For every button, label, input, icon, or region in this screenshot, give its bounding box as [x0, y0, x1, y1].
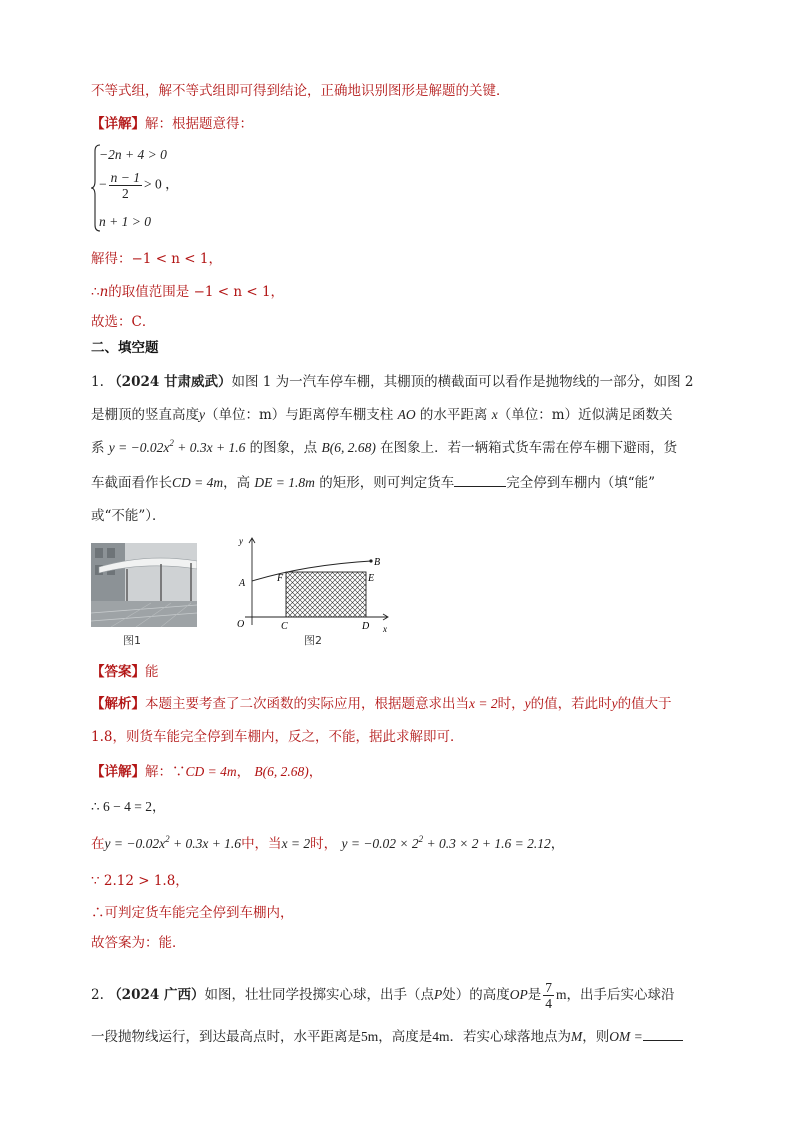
- range-variable: n: [99, 284, 109, 300]
- q2-fraction-den: 4: [545, 996, 552, 1011]
- q1-cd: CD = 4m: [172, 475, 224, 490]
- q2-om: OM =: [609, 1029, 643, 1044]
- q1-source: （2024 甘肃威武）: [108, 374, 232, 390]
- detail2-function: [105, 836, 242, 851]
- inequality-2-rest: > 0 ，: [144, 176, 179, 192]
- label-b: B: [374, 557, 381, 568]
- q2-dist: 5m: [361, 1029, 379, 1044]
- detail2-tag: 【详解】: [91, 764, 145, 780]
- q2-answer-blank[interactable]: [643, 1040, 683, 1041]
- analysis-line-1: [91, 695, 672, 713]
- q1-de: DE = 1.8m: [254, 475, 315, 490]
- fraction-numerator: n − 1: [110, 170, 140, 185]
- q1-text-3c: 在图象上．若一辆箱式货车需在停车棚下避雨，货: [380, 440, 678, 456]
- detail2-text-3f: 时，: [310, 836, 338, 852]
- point-b: [369, 559, 372, 562]
- analysis-text-1c: 的值，若此时: [530, 696, 612, 712]
- answer-line: [91, 663, 159, 681]
- detail2-calc: [341, 836, 550, 851]
- q1-text-4b: ，高: [223, 475, 251, 491]
- analysis-text-1b: 时，: [497, 696, 525, 712]
- detail2-line-6: 故答案为：能．: [91, 935, 186, 951]
- detail2-line-1: [91, 763, 322, 781]
- q2-source: （2024 广西）: [108, 987, 205, 1003]
- detail2-cd: CD = 4m: [185, 764, 237, 779]
- inequality-3: n + 1 > 0: [99, 214, 151, 229]
- analysis-y2: y: [611, 696, 618, 711]
- detail2-line-5: ∴可判定货车能完全停到车棚内，: [91, 905, 294, 921]
- analysis-tail-line: 不等式组，解不等式组即可得到结论，正确地识别图形是解题的关键．: [91, 83, 510, 99]
- fig2-caption: 图2: [304, 634, 322, 647]
- truck-rectangle: [286, 572, 366, 617]
- fig1-caption: 图1: [123, 634, 141, 647]
- q2-text-2a: 一段抛物线运行，到达最高点时，水平距离是: [91, 1029, 361, 1045]
- q1-line-2: [91, 406, 673, 424]
- detail2-x2: x = 2: [281, 836, 311, 851]
- q1-line-4: [91, 474, 655, 492]
- q2-line-1: [91, 980, 674, 1011]
- q1-var-x: x: [491, 407, 498, 422]
- detail2-calc-a: y = −0.02 × 2: [341, 836, 419, 851]
- q1-point-b: B(6, 2.68): [321, 440, 376, 455]
- detail2-comma-1: ，: [236, 764, 251, 780]
- inequality-system: [91, 143, 211, 233]
- q2-text-1d: ，出手后实心球沿: [566, 987, 675, 1003]
- detail2-function-b: + 0.3x + 1.6: [169, 836, 242, 851]
- detail2-text-3d: 中，当: [241, 836, 282, 852]
- fig2-graph: [225, 535, 395, 635]
- detail2-calc-b: + 0.3 × 2 + 1.6 = 2.12: [423, 836, 551, 851]
- analysis-text-1d: 的值大于: [617, 696, 672, 712]
- q2-text-2b: ，高度是: [378, 1029, 433, 1045]
- analysis-line-2: 1.8，则货车能完全停到车棚内，反之，不能，据此求解即可．: [91, 729, 464, 745]
- q1-text-2d: （单位：m）近似满足函数关: [497, 407, 673, 423]
- q2-text-1c: 是: [527, 987, 542, 1003]
- q2-text-1b: 处）的高度: [442, 987, 510, 1003]
- detail2-text-1a: 解：∵: [145, 764, 186, 780]
- q2-var-op: OP: [509, 987, 528, 1002]
- label-f: F: [277, 573, 284, 584]
- q1-line-1: [91, 373, 694, 391]
- q2-fraction-num: 7: [545, 980, 552, 995]
- detail2-comma-2: ，: [308, 764, 323, 780]
- label-x: x: [383, 624, 387, 634]
- q1-function-exp: 2: [169, 438, 174, 448]
- detail2-line-4: ∵ 2.12 > 1.8，: [91, 873, 189, 889]
- q2-height-fraction: [543, 980, 554, 1011]
- detail2-line-3: [91, 835, 564, 853]
- q1-text-3b: 的图象，点: [249, 440, 318, 456]
- detail2-comma-3: ，: [550, 836, 565, 852]
- q2-text-2d: ，则: [582, 1029, 610, 1045]
- q1-function: [109, 440, 246, 455]
- label-a: A: [239, 578, 246, 589]
- q1-answer-blank[interactable]: [454, 486, 506, 487]
- q1-var-y: y: [199, 407, 205, 422]
- q1-text-2c: 的水平距离: [419, 407, 488, 423]
- q1-text-4a: 车截面看作长: [91, 475, 172, 491]
- q1-function-a: y = −0.02x: [108, 440, 170, 455]
- detail-text: 解：根据题意得：: [145, 116, 253, 132]
- detail-heading: [91, 115, 253, 133]
- detail2-line-2: ∴ 6 − 4 = 2，: [91, 799, 166, 814]
- range-line: [91, 283, 284, 301]
- q2-number: 2.: [91, 987, 104, 1003]
- q1-function-b: + 0.3x + 1.6: [173, 440, 246, 455]
- section-title: 二、填空题: [91, 340, 159, 356]
- q1-number: 1.: [91, 374, 104, 390]
- detail2-calc-exp: 2: [418, 834, 424, 844]
- q1-text-4c: 的矩形，则可判定货车: [319, 475, 455, 491]
- answer-text: 能: [145, 664, 159, 680]
- q1-text-2b: （单位：m）与距离停车棚支柱: [205, 407, 394, 423]
- detail2-point-b: B(6, 2.68): [254, 764, 309, 779]
- answer-tag: 【答案】: [91, 664, 145, 680]
- q2-text-2c: ．若实心球落地点为: [449, 1029, 572, 1045]
- label-o: O: [237, 619, 245, 630]
- q2-text-1a: 如图，壮壮同学投掷实心球，出手（点: [204, 987, 434, 1003]
- q1-line-5: 或“不能”）．: [91, 508, 166, 524]
- label-c: C: [281, 621, 288, 632]
- q2-line-2: [91, 1028, 683, 1046]
- label-y: y: [239, 536, 243, 546]
- q1-text-4d: 完全停到车棚内（填“能”: [506, 475, 656, 491]
- detail2-function-a: y = −0.02x: [104, 836, 166, 851]
- choose-line: 故选：C．: [91, 314, 156, 330]
- analysis-y: y: [524, 696, 531, 711]
- q1-text-2a: 是棚顶的竖直高度: [91, 407, 199, 423]
- inequality-2: [99, 170, 179, 201]
- analysis-x: x = 2: [469, 696, 498, 711]
- q1-text-1: 如图 1 为一汽车停车棚，其棚顶的横截面可以看作是抛物线的一部分，如图 2: [231, 374, 694, 390]
- inequality-2-sign: −: [99, 176, 107, 192]
- label-e: E: [368, 573, 375, 584]
- analysis-tag: 【解析】: [91, 696, 145, 712]
- detail2-function-exp: 2: [165, 834, 170, 844]
- inequality-1: −2n + 4 > 0: [99, 147, 167, 162]
- q2-height: 4m: [432, 1029, 450, 1044]
- q1-line-3: [91, 439, 677, 457]
- inequality-2-fraction: [109, 170, 142, 201]
- q1-var-ao: AO: [397, 407, 416, 422]
- fraction-denominator: 2: [121, 186, 129, 201]
- detail2-text-3a: 在: [91, 836, 105, 852]
- therefore-symbol: ∴: [91, 284, 100, 300]
- label-d: D: [362, 621, 370, 632]
- solve-line: 解得：−1 < n < 1，: [91, 251, 222, 267]
- q2-var-p: P: [433, 987, 443, 1002]
- analysis-text-1a: 本题主要考查了二次函数的实际应用，根据题意求出当: [145, 696, 469, 712]
- range-text: 的取值范围是 −1 < n < 1，: [108, 284, 285, 300]
- q1-text-3a: 系: [91, 440, 105, 456]
- q2-unit: m: [555, 987, 567, 1002]
- detail-tag: 【详解】: [91, 116, 145, 132]
- q2-var-m: M: [571, 1029, 583, 1044]
- carport-photo: [91, 543, 197, 627]
